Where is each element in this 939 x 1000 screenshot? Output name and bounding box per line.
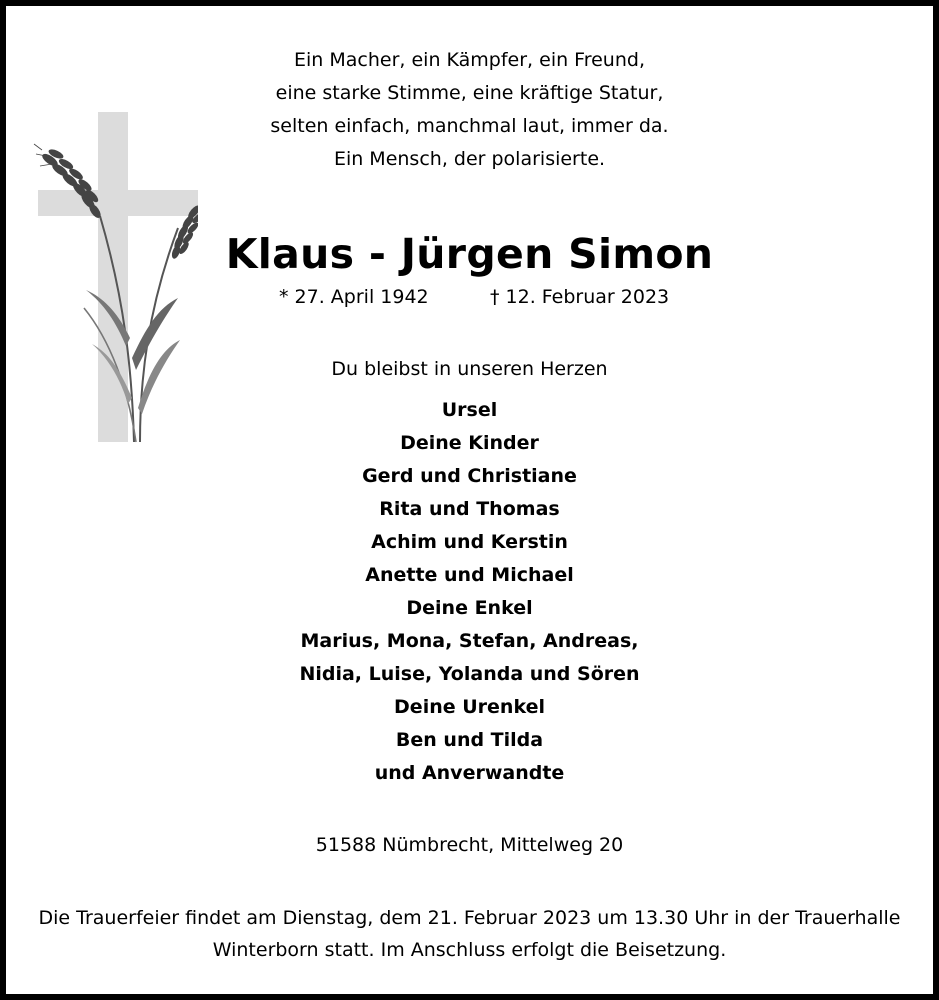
mourner-line: Gerd und Christiane [362,465,577,487]
mourner-line: und Anverwandte [374,762,565,784]
mourner-line: Nidia, Luise, Yolanda und Sören [299,663,640,685]
death-date: † 12. Februar 2023 [490,286,670,308]
service-line: Winterborn statt. Im Anschluss erfolgt die Beisetzung. [212,939,727,961]
poem-line: eine starke Stimme, eine kräftige Statur, [275,82,664,104]
mourner-line: Ursel [441,399,498,421]
deceased-name: Klaus - Jürgen Simon [225,230,714,278]
mourner-line: Achim und Kerstin [371,531,568,553]
birth-date: * 27. April 1942 [279,286,429,308]
mourners-list [6,394,933,790]
funeral-service-info [6,902,933,966]
farewell-line: Du bleibst in unseren Herzen [331,358,608,380]
mourner-line: Marius, Mona, Stefan, Andreas, [300,630,639,652]
mourner-line: Rita und Thomas [379,498,560,520]
family-address: 51588 Nümbrecht, Mittelweg 20 [315,834,624,856]
mourner-line: Anette und Michael [365,564,574,586]
service-line: Die Trauerfeier findet am Dienstag, dem 21. Februar 2023 um 13.30 Uhr in der Trauerhalle [38,907,901,929]
poem-line: Ein Mensch, der polarisierte. [333,148,606,170]
poem-line: Ein Macher, ein Kämpfer, ein Freund, [294,49,645,71]
mourner-line: Deine Urenkel [394,696,545,718]
poem-line: selten einfach, manchmal laut, immer da. [270,115,669,137]
obituary-notice [6,6,933,994]
mourner-line: Deine Enkel [406,597,533,619]
mourner-line: Deine Kinder [400,432,539,454]
mourner-line: Ben und Tilda [395,729,544,751]
